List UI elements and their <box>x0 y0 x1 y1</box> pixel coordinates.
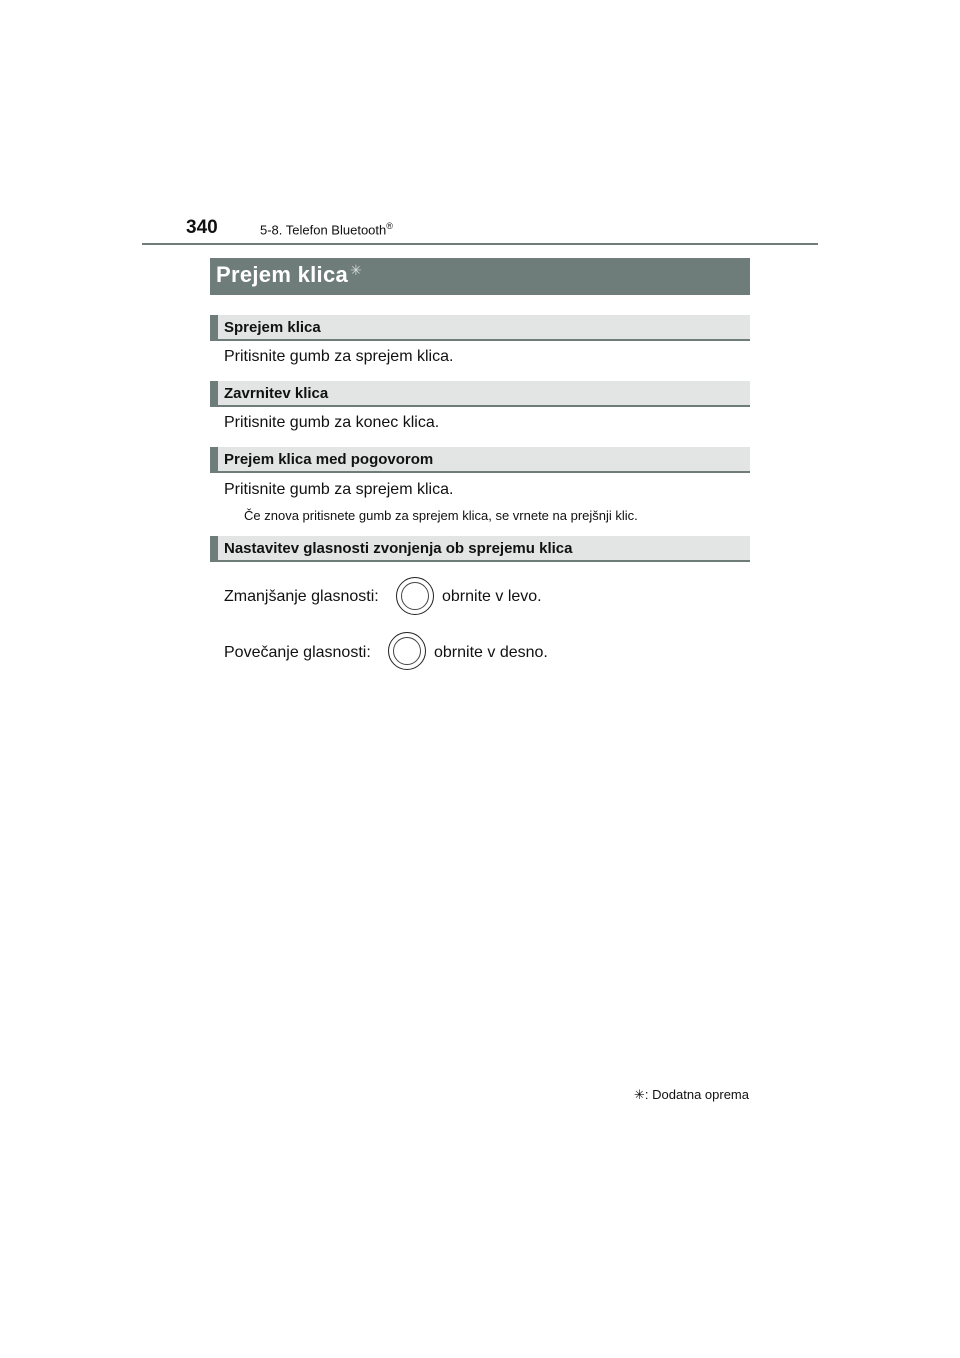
registered-mark: ® <box>386 221 393 231</box>
subheading-text: Nastavitev glasnosti zvonjenja ob sprejemu klica <box>224 540 573 557</box>
optional-equipment-mark: ✳ <box>350 262 363 278</box>
increase-volume-action: obrnite v desno. <box>434 644 548 661</box>
subheading-text: Prejem klica med pogovorom <box>224 451 434 468</box>
subheading-answer-call <box>210 315 750 341</box>
decrease-volume-action: obrnite v levo. <box>442 588 542 605</box>
page-number: 340 <box>186 217 218 238</box>
section-reference <box>260 221 393 237</box>
page-title <box>216 262 362 288</box>
volume-knob-icon <box>396 577 434 615</box>
footnote-text: : Dodatna oprema <box>644 1087 749 1102</box>
footnote-mark: ✳ <box>634 1087 645 1102</box>
footnote <box>634 1087 749 1103</box>
subheading-text: Sprejem klica <box>224 319 321 336</box>
subheading-text: Zavrnitev klica <box>224 385 329 402</box>
main-title-bar <box>210 258 750 295</box>
decrease-volume-label: Zmanjšanje glasnosti: <box>224 588 379 605</box>
header-divider <box>142 243 818 245</box>
answer-call-text: Pritisnite gumb za sprejem klica. <box>224 348 454 365</box>
volume-knob-icon <box>388 632 426 670</box>
subheading-call-waiting <box>210 447 750 473</box>
subheading-reject-call <box>210 381 750 407</box>
call-waiting-text: Pritisnite gumb za sprejem klica. <box>224 481 454 498</box>
increase-volume-label: Povečanje glasnosti: <box>224 644 371 661</box>
subheading-ring-volume <box>210 536 750 562</box>
call-waiting-note: Če znova pritisnete gumb za sprejem klica, se vrnete na prejšnji klic. <box>244 508 638 523</box>
reject-call-text: Pritisnite gumb za konec klica. <box>224 414 440 431</box>
page-title-text: Prejem klica <box>216 262 349 287</box>
section-title: 5-8. Telefon Bluetooth <box>260 222 387 238</box>
